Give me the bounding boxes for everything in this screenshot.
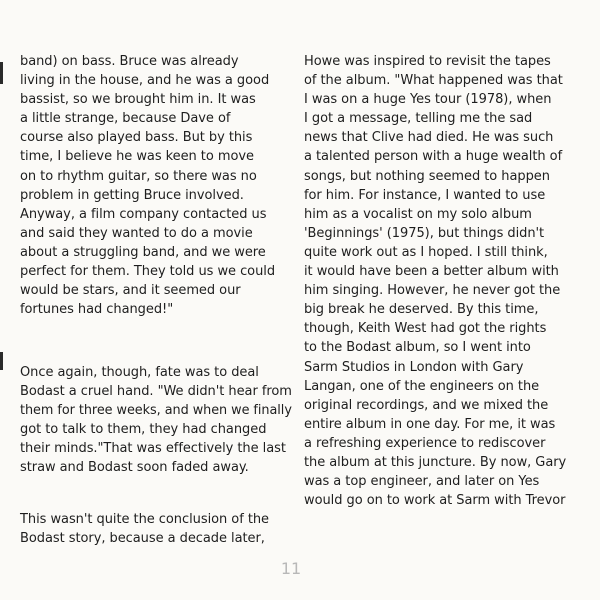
text-line: them for three weeks, and when we finally	[20, 403, 292, 419]
paragraph	[20, 363, 296, 478]
page-edge-mark	[0, 62, 3, 84]
text-line: Once again, though, fate was to deal	[20, 365, 259, 380]
text-line: 'Beginnings' (1975), but things didn't	[304, 225, 545, 241]
text-line: This wasn't quite the conclusion of the	[20, 512, 270, 527]
text-line: Langan, one of the engineers on the	[304, 378, 540, 394]
text-line: a little strange, because Dave of	[20, 111, 231, 127]
text-line: him singing. However, he never got the	[304, 283, 561, 299]
page-edge-mark	[0, 352, 3, 370]
text-line: and said they wanted to do a movie	[20, 225, 253, 241]
text-line: got to talk to them, they had changed	[20, 422, 267, 438]
text-line: it would have been a better album with	[304, 264, 559, 280]
text-line: though, Keith West had got the rights	[304, 321, 547, 337]
text-line: entire album in one day. For me, it was	[304, 416, 556, 432]
text-line: bassist, so we brought him in. It was	[20, 92, 256, 108]
text-line: was a top engineer, and later on Yes	[304, 474, 540, 490]
paragraph	[20, 510, 269, 548]
text-line: to the Bodast album, so I went into	[304, 340, 531, 356]
text-line: their minds."That was effectively the last	[20, 441, 286, 457]
text-line: a talented person with a huge wealth of	[304, 149, 563, 165]
text-line: I got a message, telling me the sad	[304, 111, 533, 127]
paragraph	[304, 52, 566, 510]
text-line: on to rhythm guitar, so there was no	[20, 168, 257, 184]
text-line: fortunes had changed!"	[20, 302, 174, 318]
text-line: problem in getting Bruce involved.	[20, 187, 244, 203]
text-line: band) on bass. Bruce was already	[20, 54, 239, 69]
text-line: would go on to work at Sarm with Trevor	[304, 493, 566, 509]
text-line: a refreshing experience to rediscover	[304, 435, 546, 451]
text-line: news that Clive had died. He was such	[304, 130, 554, 146]
text-line: Bodast a cruel hand. "We didn't hear from	[20, 384, 292, 400]
text-line: quite work out as I hoped. I still think,	[304, 244, 548, 260]
paragraph	[20, 52, 275, 319]
text-line: course also played bass. But by this	[20, 130, 253, 146]
text-line: Bodast story, because a decade later,	[20, 531, 265, 547]
text-line: about a struggling band, and we were	[20, 244, 266, 260]
text-line: Sarm Studios in London with Gary	[304, 359, 524, 375]
page-number: 11	[280, 559, 302, 578]
text-line: the album at this juncture. By now, Gary	[304, 454, 567, 470]
text-line: him as a vocalist on my solo album	[304, 206, 532, 222]
text-line: big break he deserved. By this time,	[304, 302, 539, 318]
text-line: living in the house, and he was a good	[20, 73, 270, 89]
text-line: straw and Bodast soon faded away.	[20, 460, 249, 476]
text-line: original recordings, and we mixed the	[304, 397, 549, 413]
text-line: perfect for them. They told us we could	[20, 264, 276, 280]
text-line: I was on a huge Yes tour (1978), when	[304, 92, 552, 108]
text-line: Howe was inspired to revisit the tapes	[304, 54, 551, 69]
text-line: of the album. "What happened was that	[304, 73, 563, 89]
text-line: for him. For instance, I wanted to use	[304, 187, 546, 203]
text-line: time, I believe he was keen to move	[20, 149, 254, 165]
text-line: songs, but nothing seemed to happen	[304, 168, 550, 184]
text-line: would be stars, and it seemed our	[20, 283, 241, 299]
text-line: Anyway, a film company contacted us	[20, 206, 267, 222]
